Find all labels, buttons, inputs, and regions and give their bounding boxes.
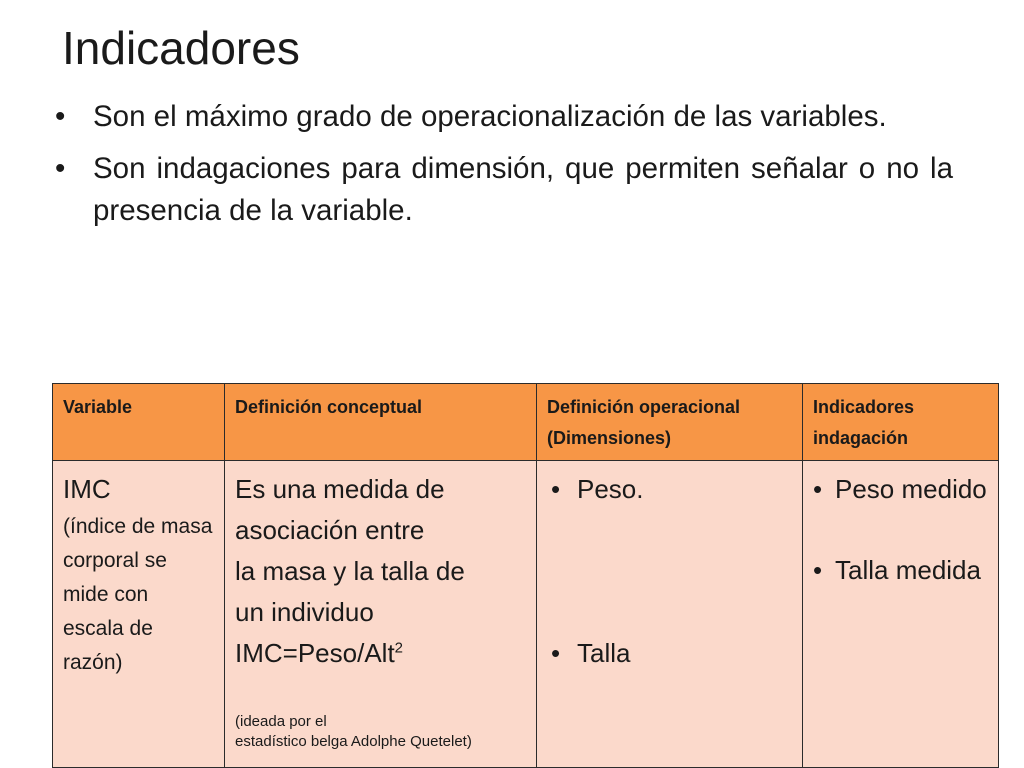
formula-exponent: 2 — [394, 639, 404, 657]
bullet-icon: • — [551, 474, 561, 504]
slide-title: Indicadores — [62, 22, 300, 74]
bullet-icon: • — [813, 474, 823, 504]
indicator-label: Talla medida — [835, 555, 981, 585]
bullet-text: Son indagaciones para dimensión, que permiten señalar o no la presencia de la variable. — [93, 152, 953, 227]
note-line: (ideada por el — [235, 713, 327, 730]
cell-indicators — [803, 461, 999, 768]
dimension-item — [547, 469, 792, 510]
header-indicators: Indicadores indagación — [803, 384, 999, 461]
indicator-item — [813, 550, 988, 591]
variable-name: IMC — [63, 474, 111, 504]
bullet-item — [55, 148, 953, 232]
header-variable: Variable — [53, 384, 225, 461]
table-row — [53, 461, 999, 768]
concept-line: Es una medida de — [235, 474, 445, 504]
dimension-label: Peso. — [577, 474, 644, 504]
header-conceptual-definition: Definición conceptual — [225, 384, 537, 461]
dimension-item — [547, 633, 792, 674]
header-operational-definition: Definición operacional (Dimensiones) — [537, 384, 803, 461]
variable-description: (índice de masa corporal se mide con escala de razón) — [63, 515, 213, 674]
cell-variable — [53, 461, 225, 768]
cell-conceptual — [225, 461, 537, 768]
formula-base: IMC=Peso/Alt — [235, 638, 395, 668]
bullet-icon: • — [551, 638, 561, 668]
dimension-label: Talla — [577, 638, 631, 668]
concept-line: asociación entre — [235, 515, 425, 545]
cell-operational — [537, 461, 803, 768]
bullet-icon: • — [55, 152, 66, 185]
concept-line: un individuo — [235, 597, 374, 627]
bullet-item — [55, 96, 953, 138]
note-line: estadístico belga Adolphe Quetelet) — [235, 733, 472, 750]
concept-line: la masa y la talla de — [235, 556, 465, 586]
bullet-list — [55, 96, 953, 242]
indicator-label: Peso medido — [835, 474, 987, 504]
table-header-row — [53, 384, 999, 461]
bullet-icon: • — [55, 100, 66, 133]
indicator-item — [813, 469, 988, 510]
bullet-text: Son el máximo grado de operacionalización de las variables. — [93, 100, 887, 133]
indicators-table — [52, 383, 999, 768]
formula — [235, 633, 526, 674]
bullet-icon: • — [813, 555, 823, 585]
